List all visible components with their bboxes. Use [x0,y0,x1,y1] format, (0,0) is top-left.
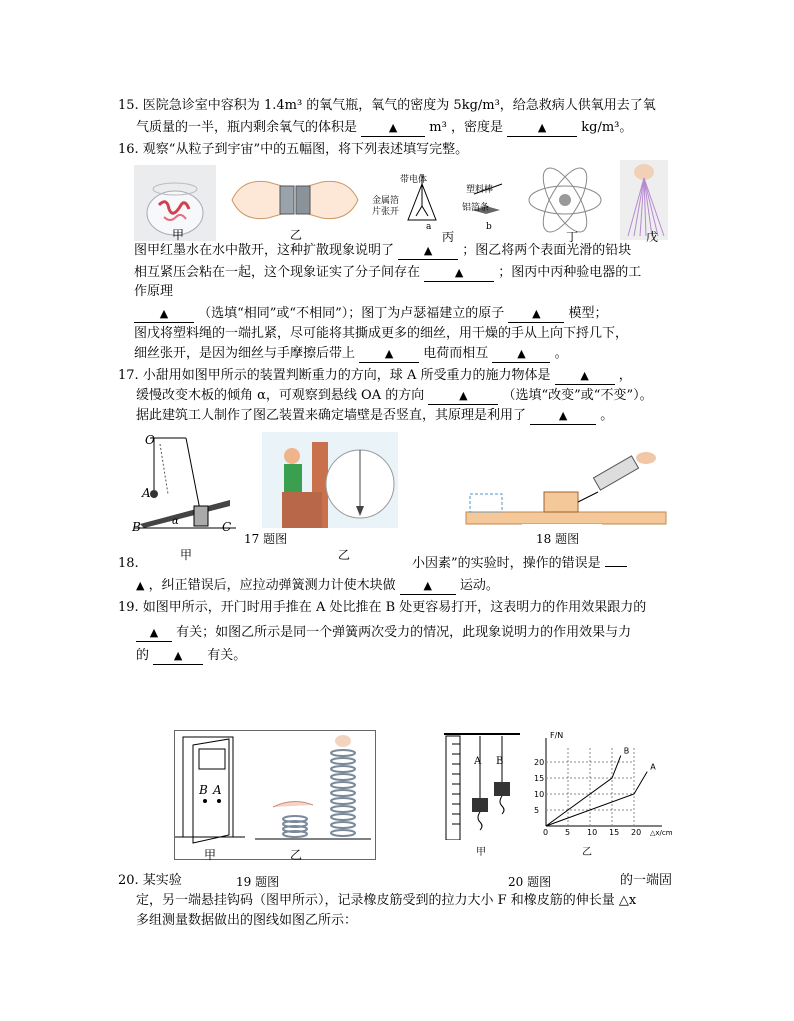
q16-text: ；图乙将两个表面光滑的铅块 [462,243,632,258]
q16-text: 相互紧压会粘在一起，这个现象证实了分子间存在 [134,265,421,280]
blank-triangle-icon: ▲ [423,244,433,257]
fig17-label-jia: 甲 [180,548,193,562]
door-label-A: A [213,783,222,797]
fig20-caption: 20 题图 [508,875,552,889]
y-axis-label: F/N [550,731,564,740]
fig-label-wu: 戊 [646,230,659,244]
answer-blank[interactable] [361,120,425,137]
spring-label-A: A [474,756,482,767]
q17-line2 [136,388,653,405]
q17-line3 [136,408,613,425]
q15-text: kg/m³。 [581,120,633,135]
blank-triangle-icon: ▲ [423,579,432,592]
blank-triangle-icon: ▲ [388,121,398,134]
q18-line2 [136,578,499,595]
blank-triangle-icon: ▲ [537,121,547,134]
fig-label-ding: 丁 [566,230,579,244]
q20-line3: 多组测量数据做出的图线如图乙所示： [136,913,358,928]
answer-blank[interactable] [530,408,596,425]
fig20-label-jia: 甲 [476,847,486,858]
q17-text: （选填“改变”或“不变”）。 [502,388,653,403]
q16-text: （选填“相同”或“不相同”）；图丁为卢瑟福建立的原子 [198,306,505,321]
label-b: b [486,222,492,232]
fig-label-bing: 丙 [442,230,455,244]
blank-triangle-icon: ▲ [517,347,526,360]
answer-blank[interactable] [359,346,419,363]
q19-line1: 19. 如图甲所示，开门时用手推在 A 处比推在 B 处更容易打开，这表明力的作用效果跟力的 [118,600,647,615]
q20-line2: 定，另一端悬挂钩码（图甲所示），记录橡皮筋受到的拉力大小 F 和橡皮筋的伸长量 △x [136,893,637,908]
label-a: a [426,222,432,232]
series-line-B [546,756,621,826]
worker-plumb-image [262,432,398,528]
label-plastic-rod: 塑料棒 [466,185,494,195]
q17-text: 17. 小甜用如图甲所示的装置判断重力的方向，球 A 所受重力的施力物体是 [118,368,551,383]
q18-text: 运动。 [459,578,499,593]
q17-line1 [118,368,632,385]
answer-blank[interactable] [134,306,194,323]
y-tick-label: 20 [534,758,545,767]
q18-line1b [412,556,627,572]
q16-text: 电荷而相互 [423,346,489,361]
q18-line1a: 18. [118,556,139,571]
fig19-label-yi: 乙 [290,848,303,862]
q18-text: ，纠正错误后，应拉动弹簧测力计使木块做 [148,578,396,593]
fig-label-yi: 乙 [290,228,303,242]
q19-line2 [136,625,631,642]
label-foil-strip: 铝箔条 [462,203,490,213]
q20-line1a: 20. 某实验 [118,873,182,888]
atom-model-image [524,160,606,240]
blank-triangle-icon: ▲ [159,307,169,320]
answer-blank[interactable] [153,648,203,665]
q16-text: 。 [554,346,568,361]
q15-text: 气质量的一半，瓶内剩余氧气的体积是 [136,120,358,135]
blank-triangle-icon: ▲ [459,389,468,402]
block-friction-diagram [462,448,672,528]
blank-triangle-icon: ▲ [454,266,464,279]
q16-text: 细丝张开，是因为细丝与手摩擦后带上 [134,346,356,361]
plastic-string-image [620,160,668,240]
fig20-springs-diagram [444,732,520,840]
blank-triangle-icon: ▲ [149,626,159,639]
blank-triangle-icon: ▲ [532,307,541,320]
answer-blank[interactable] [555,368,615,385]
q19-line3 [136,648,246,665]
label-charged-body: 带电体 [400,175,428,185]
q16-line3 [134,265,641,282]
series-line-A [546,772,647,826]
blank-triangle-icon: ▲ [580,369,589,382]
q16-text: 模型； [568,306,608,321]
answer-blank[interactable] [400,578,456,595]
q16-line2 [134,243,631,260]
door-label-B: B [199,783,208,797]
letter-O: O [145,433,155,447]
x-tick-label: 0 [543,828,549,837]
q20-line1b: 的一端固 [620,873,673,888]
q16-line6: 图戊将塑料绳的一端扎紧，尽可能将其撕成更多的细丝，用干燥的手从上向下捋几下， [134,326,629,341]
answer-blank[interactable] [508,306,564,323]
q16-line1: 16. 观察“从粒子到宇宙”中的五幅图，将下列表述填写完整。 [118,142,469,157]
x-tick-label: 10 [587,828,598,837]
fig-label-jia: 甲 [172,228,185,242]
q17-text: 缓慢改变木板的倾角 α，可观察到悬线 OA 的方向 [136,388,425,403]
fig20-label-yi: 乙 [582,847,592,858]
q17-text: 据此建筑工人制作了图乙装置来确定墙壁是否竖直，其原理是利用了 [136,408,527,423]
force-extension-chart [532,730,682,842]
blank-triangle-icon: ▲ [384,347,394,360]
q18-text: 小因素”的实验时，操作的错误是 [412,556,601,571]
q15-line1: 15. 医院急诊室中容积为 1.4m³ 的氧气瓶，氧气的密度为 5kg/m³，给急救病人供氧用去了氧 [118,98,656,113]
x-tick-label: 5 [565,828,571,837]
q16-text: 图甲红墨水在水中散开，这种扩散现象说明了 [134,243,395,258]
q19-text: 的 [136,648,150,663]
fig19-label-jia: 甲 [204,848,217,862]
blank-triangle-icon: ▲ [558,409,568,422]
x-tick-label: 15 [609,828,620,837]
answer-blank[interactable] [507,120,577,137]
answer-blank[interactable] [492,346,550,363]
letter-C: C [222,520,232,534]
fig17-label-yi: 乙 [338,548,351,562]
series-label-A: A [650,762,656,772]
q16-text: ；图丙中丙种验电器的工 [498,265,642,280]
answer-blank[interactable] [398,243,458,260]
label-foil-open: 金属箔片张开 [372,196,400,217]
y-tick-label: 5 [534,806,540,815]
lead-blocks-hands-image [230,170,360,230]
letter-alpha: α [172,516,179,527]
fig18-caption: 18 题图 [536,532,580,546]
q19-text: 有关。 [207,648,247,663]
x-tick-label: 20 [631,828,642,837]
q17-text: ， [618,368,632,383]
letter-B: B [132,520,141,534]
letter-A: A [142,486,151,500]
spring-label-B: B [496,756,504,767]
q17-text: 。 [600,408,614,423]
y-tick-label: 10 [534,790,545,799]
answer-blank[interactable] [605,566,627,567]
answer-blank[interactable] [136,625,172,642]
q16-line7 [134,346,568,363]
y-tick-label: 15 [534,774,545,783]
answer-blank[interactable] [424,265,494,282]
blank-triangle-icon: ▲ [136,579,145,592]
q16-line5 [134,306,608,323]
fig19-caption: 19 题图 [236,875,280,889]
answer-blank[interactable] [428,388,498,405]
fig17-caption: 17 题图 [244,532,288,546]
q15-text: m³ ，密度是 [429,120,503,135]
q16-line4: 作原理 [134,284,174,299]
series-label-B: B [623,746,630,756]
blank-triangle-icon: ▲ [173,649,183,662]
x-axis-label: △x/cm [650,829,673,837]
q15-line2 [136,120,632,137]
q19-text: 有关；如图乙所示是同一个弹簧两次受力的情况，此现象说明力的作用效果与力 [176,625,632,640]
